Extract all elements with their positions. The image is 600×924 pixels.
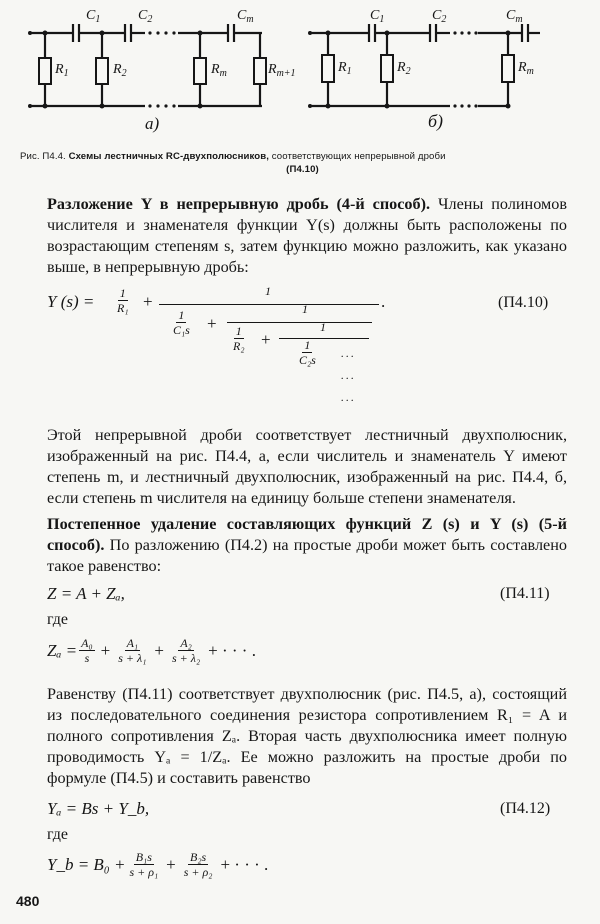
figure-caption: Рис. П4.4. Схемы лестничных RC-двухполюсников, соответствующих непрерывной дроби (П4.10)	[20, 151, 446, 175]
paragraph-equivalent-network: Равенству (П4.11) соответствует двухполюсник (рис. П4.5, а), состоящий из последовательного соединения резистора сопротивлением R₁ = A и полного сопротивления Zₐ. Вторая часть двухполюсника имеет полную проводимость Yₐ = 1/Zₐ. Ее можно разложить на простые дроби по формуле (П4.5) и составить равенство	[47, 685, 567, 787]
fraction-c2s: $\frac{1}{\text{C₂s}}$	[299, 338, 316, 367]
equation-p4-11: Z = A + Zₐ,	[47, 584, 125, 603]
label-r1-a: $R_1$	[55, 62, 69, 79]
fraction-r2: $\frac{1}{\text{R₂}}$	[233, 324, 245, 353]
figure-b-tag: б)	[428, 111, 444, 131]
paragraph-removal-method: Постепенное удаление составляющих функций Z (s) и Y (s) (5-й способ). По разложению (П4.2) на простые дроби может быть составлено такое равенство:	[47, 515, 567, 575]
figure-a-tag: а)	[145, 114, 160, 133]
label-c1-a: $C_1$	[86, 8, 101, 25]
label-c2-a: $C_2$	[138, 8, 153, 25]
where-label-1: где	[47, 611, 69, 628]
page-number: 480	[16, 893, 40, 909]
equation-p4-12: Yₐ = Bs + Y_b,	[47, 799, 150, 818]
label-r2-a: $R_2$	[113, 62, 127, 79]
label-cm-a: $C_m$	[237, 8, 254, 25]
fraction-c1s: $\frac{1}{\text{C₁s}}$	[173, 308, 190, 337]
equation-number-p4-12: (П4.12)	[500, 800, 551, 817]
paragraph-ladder-networks: Этой непрерывной дроби соответствует лестничный двухполюсник, изображенный на рис. П4.4, а, если числитель и знаменатель Y имеют степень m, и лестничный двухполюсник, изображенный на рис. П4.4, б, если степень m числителя на единицу больше степени знаменателя.	[47, 426, 567, 507]
equation-number-p4-11: (П4.11)	[500, 585, 550, 602]
equation-p4-10: Y (s) = $\frac{1}{\text{R₁}}$ + 1 $\frac{1}{\text{C₁s}}$ + 1 $\frac{1}{\text{R₂}}$ + 1 $\frac{1}{\text{C₂s}}$ ... ... ... . (П4.10)	[47, 284, 549, 404]
equation-za: Zₐ = $\frac{\text{A₀}}{s}$ + $\frac{\text{A₁}}{\text{s + λ₁}}$ + $\frac{\text{A₂}}{\text{s + λ₂}}$ + · · · .	[47, 636, 256, 665]
label-rm1-a: $R_{m+1}$	[268, 62, 296, 79]
where-label-2: где	[47, 826, 69, 843]
fraction-1-r1: $\frac{1}{\text{R₁}}$	[117, 286, 129, 315]
paragraph-continued-fraction: Разложение Y в непрерывную дробь (4-й способ). Члены полиномов числителя и знаменателя функции Y(s) должны быть расположены по возрастающим степеням s, затем функцию можно разложить, как указано выше, в непрерывную дробь:	[47, 195, 567, 276]
equation-yb: Y_b = B₀ + $\frac{\text{B₁s}}{\text{s + ρ₁}}$ + $\frac{\text{B₂s}}{\text{s + ρ₂}}$ + · · · .	[47, 850, 269, 879]
label-r2-b: $R_2$	[397, 60, 411, 77]
label-rm-a: $R_m$	[211, 62, 227, 79]
label-c1-b: $C_1$	[370, 8, 385, 25]
label-r1-b: $R_1$	[338, 60, 352, 77]
label-cm-b: $C_m$	[506, 8, 523, 25]
label-rm-b: $R_m$	[518, 60, 534, 77]
label-c2-b: $C_2$	[432, 8, 447, 25]
